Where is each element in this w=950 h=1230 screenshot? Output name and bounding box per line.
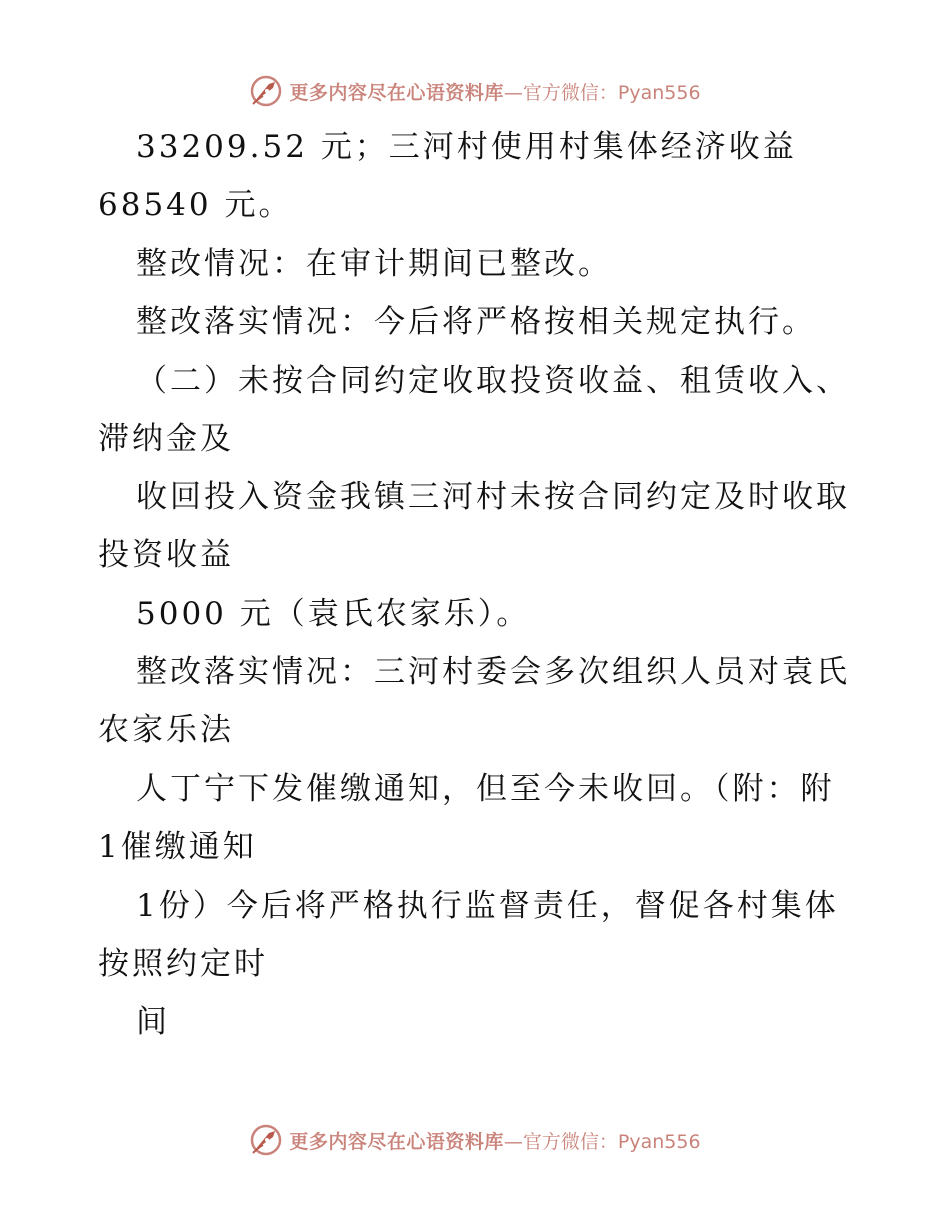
body-line: 68540 元。 — [98, 187, 293, 223]
body-line: 投资收益 — [98, 537, 234, 573]
body-line: （二）未按合同约定收取投资收益、租赁收入、 — [136, 363, 850, 399]
bottom-watermark — [0, 1120, 950, 1160]
pen-nib-icon — [249, 1123, 283, 1157]
body-line: 按照约定时 — [98, 946, 268, 982]
body-line: 33209.52 元；三河村使用村集体经济收益 — [136, 129, 797, 165]
watermark-site-text: 更多内容尽在心语资料库 — [289, 81, 504, 104]
body-line: 滞纳金及 — [98, 421, 234, 457]
body-line: 1份）今后将严格执行监督责任，督促各村集体 — [136, 888, 839, 924]
pen-nib-icon — [249, 74, 283, 108]
watermark-wechat-text: —官方微信：Pyan556 — [503, 81, 701, 104]
top-watermark — [0, 71, 950, 111]
body-line: 整改情况：在审计期间已整改。 — [136, 246, 612, 282]
body-line: 整改落实情况：三河村委会多次组织人员对袁氏 — [136, 654, 850, 690]
body-line: 整改落实情况：今后将严格按相关规定执行。 — [136, 304, 816, 340]
body-line: 5000 元（袁氏农家乐）。 — [136, 596, 531, 632]
watermark-site-text: 更多内容尽在心语资料库 — [289, 1130, 504, 1153]
body-line: 农家乐法 — [98, 712, 234, 748]
body-line: 人丁宁下发催缴通知，但至今未收回。（附：附 — [136, 771, 835, 807]
body-line: 1催缴通知 — [98, 829, 257, 865]
watermark-wechat-text: —官方微信：Pyan556 — [503, 1130, 701, 1153]
body-line: 收回投入资金我镇三河村未按合同约定及时收取 — [136, 479, 850, 515]
body-line: 间 — [136, 1004, 170, 1040]
